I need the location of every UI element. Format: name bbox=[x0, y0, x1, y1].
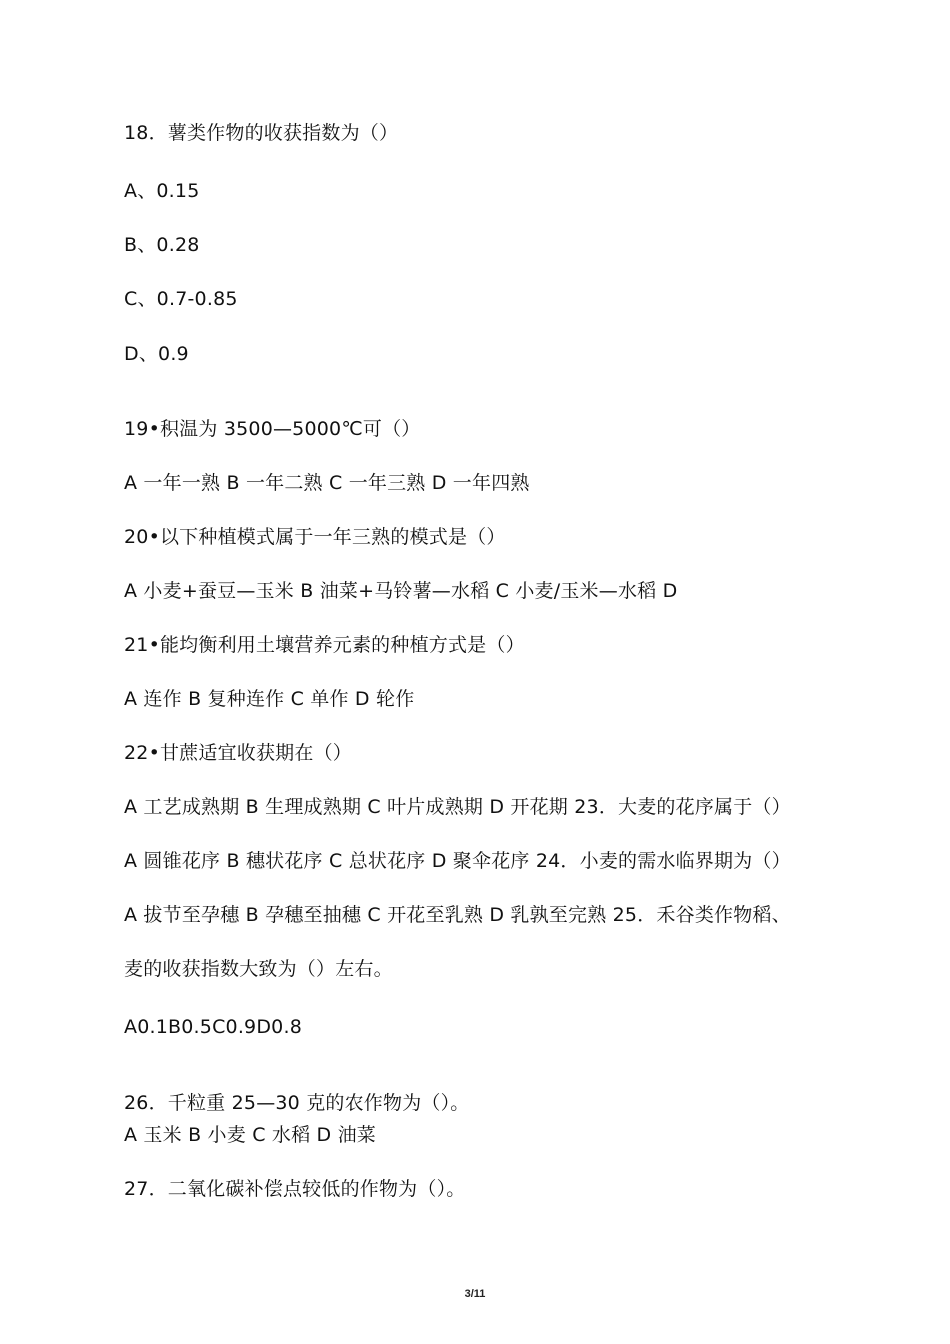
question-22: 22•甘蔗适宜收获期在（） bbox=[124, 742, 352, 764]
question-26: 26．千粒重 25—30 克的农作物为（）。 bbox=[124, 1092, 470, 1114]
options-26: A 玉米 B 小麦 C 水稻 D 油菜 bbox=[124, 1124, 377, 1146]
option-d-18: D、0.9 bbox=[124, 343, 189, 365]
question-19: 19•积温为 3500—5000℃可（） bbox=[124, 418, 421, 440]
question-20: 20•以下种植模式属于一年三熟的模式是（） bbox=[124, 526, 506, 548]
options-20: A 小麦+蚕豆—玉米 B 油菜+马铃薯—水稻 C 小麦/玉米—水稻 D bbox=[124, 580, 678, 602]
page-number: 3/11 bbox=[464, 1288, 486, 1300]
options-21: A 连作 B 复种连作 C 单作 D 轮作 bbox=[124, 688, 415, 710]
option-a-18: A、0.15 bbox=[124, 180, 200, 202]
option-c-18: C、0.7-0.85 bbox=[124, 288, 238, 310]
options-22-question-23: A 工艺成熟期 B 生理成熟期 C 叶片成熟期 D 开花期 23．大麦的花序属于（） bbox=[124, 796, 791, 818]
question-25-continued: 麦的收获指数大致为（）左右。 bbox=[124, 958, 393, 980]
options-23-question-24: A 圆锥花序 B 穗状花序 C 总状花序 D 聚伞花序 24．小麦的需水临界期为（） bbox=[124, 850, 791, 872]
question-27: 27．二氧化碳补偿点较低的作物为（）。 bbox=[124, 1178, 466, 1200]
options-24-question-25: A 拔节至孕穗 B 孕穗至抽穗 C 开花至乳熟 D 乳孰至完熟 25．禾谷类作物稻、 bbox=[124, 904, 791, 926]
option-b-18: B、0.28 bbox=[124, 234, 200, 256]
question-18: 18．薯类作物的收获指数为（） bbox=[124, 122, 399, 144]
options-19: A 一年一熟 B 一年二熟 C 一年三熟 D 一年四熟 bbox=[124, 472, 530, 494]
question-21: 21•能均衡利用土壤营养元素的种植方式是（） bbox=[124, 634, 525, 656]
options-25: A0.1B0.5C0.9D0.8 bbox=[124, 1016, 302, 1038]
